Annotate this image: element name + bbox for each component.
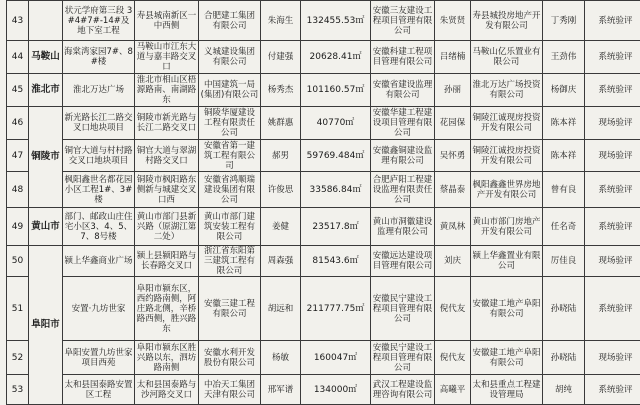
project-manager-cell: 付建强 bbox=[261, 41, 301, 74]
project-name-cell: 阜阳安置九坊世家项目西苑 bbox=[63, 341, 135, 375]
developer-contact-cell: 王劲伟 bbox=[543, 41, 585, 74]
city-cell: 淮北市 bbox=[29, 74, 63, 107]
developer-contact-cell: 孙晓陆 bbox=[543, 277, 585, 341]
developer-contact-cell: 陈本祥 bbox=[543, 140, 585, 172]
project-manager-cell: 周森强 bbox=[261, 246, 301, 277]
row-number: 48 bbox=[7, 172, 29, 208]
location-cell: 黄山市部门县新兴路（原湖江第二处） bbox=[135, 208, 199, 246]
project-name-cell: 铜官大道与村村路交叉口地块项目 bbox=[63, 140, 135, 172]
row-number: 49 bbox=[7, 208, 29, 246]
project-name-cell: 新光路长江二路交叉口地块项目 bbox=[63, 107, 135, 140]
city-cell: 黄山市 bbox=[29, 208, 63, 246]
table-row bbox=[7, 208, 640, 246]
area-cell: 211777.75㎡ bbox=[301, 277, 371, 341]
row-number: 52 bbox=[7, 341, 29, 375]
chief-supervisor-cell: 倪代友 bbox=[435, 341, 471, 375]
project-manager-cell: 胡远和 bbox=[261, 277, 301, 341]
area-cell: 132455.53㎡ bbox=[301, 1, 371, 41]
developer-cell: 颍上华鑫置业有限公司 bbox=[471, 246, 543, 277]
city-cell: 阜阳市 bbox=[29, 246, 63, 405]
chief-supervisor-cell: 高曦平 bbox=[435, 375, 471, 405]
supervisor-company-cell: 安徽远达建设项目管理有限公司 bbox=[371, 246, 435, 277]
project-name-cell: 部门、邮政山庄住宅小区3、4、5、7、8号楼 bbox=[63, 208, 135, 246]
project-manager-cell: 邢军谱 bbox=[261, 375, 301, 405]
supervisor-company-cell: 安徽科建工程项目管理有限公司 bbox=[371, 41, 435, 74]
chief-supervisor-cell: 刘庆 bbox=[435, 246, 471, 277]
developer-contact-cell: 陈本祥 bbox=[543, 107, 585, 140]
builder-cell: 安徽省鸿顺瑞建设集团有限公司 bbox=[199, 172, 261, 208]
location-cell: 铜陵市新光路与长江二路交叉口 bbox=[135, 107, 199, 140]
inspection-status-cell: 系统验评 bbox=[585, 41, 640, 74]
builder-cell: 义城建设集团有限公司 bbox=[199, 41, 261, 74]
developer-cell: 黄山市部门房地产开发有限公司 bbox=[471, 208, 543, 246]
project-manager-cell: 姜健 bbox=[261, 208, 301, 246]
row-number: 44 bbox=[7, 41, 29, 74]
project-name-cell: 状元学府第三段 3#4#7#-14#及地下室工程 bbox=[63, 1, 135, 41]
inspection-status-cell: 现场验评 bbox=[585, 107, 640, 140]
chief-supervisor-cell: 黄凤林 bbox=[435, 208, 471, 246]
row-number: 47 bbox=[7, 140, 29, 172]
chief-supervisor-cell: 朱贤贤 bbox=[435, 1, 471, 41]
inspection-status-cell: 系统验评 bbox=[585, 1, 640, 41]
project-manager-cell: 杨敏 bbox=[261, 341, 301, 375]
developer-cell: 淮北万达广场投资有限公司 bbox=[471, 74, 543, 107]
location-cell: 寿县城南新区一中西侧 bbox=[135, 1, 199, 41]
row-number: 53 bbox=[7, 375, 29, 405]
area-cell: 81543.6㎡ bbox=[301, 246, 371, 277]
row-number: 50 bbox=[7, 246, 29, 277]
developer-cell: 太和县重点工程建设管理局 bbox=[471, 375, 543, 405]
inspection-status-cell: 现场验评 bbox=[585, 341, 640, 375]
inspection-status-cell: 系统验评 bbox=[585, 208, 640, 246]
developer-contact-cell: 胡纯 bbox=[543, 375, 585, 405]
supervisor-company-cell: 安徽鑫铜建设监理有限公司 bbox=[371, 140, 435, 172]
table-row bbox=[7, 41, 640, 74]
project-name-cell: 安置·九坊世家 bbox=[63, 277, 135, 341]
developer-contact-cell: 杨御庆 bbox=[543, 74, 585, 107]
city-cell: 铜陵市 bbox=[29, 107, 63, 208]
location-cell: 太和县国泰路与沙河路交叉口 bbox=[135, 375, 199, 405]
builder-cell: 中国建筑一局(集团)有限公司 bbox=[199, 74, 261, 107]
builder-cell: 合肥建工集团有限公司 bbox=[199, 1, 261, 41]
city-cell: 马鞍山 bbox=[29, 41, 63, 74]
table-row bbox=[7, 140, 640, 172]
city-cell bbox=[29, 1, 63, 41]
builder-cell: 安徽水利开发股份有限公司 bbox=[199, 341, 261, 375]
builder-cell: 安徽省第一建筑工程有限公司 bbox=[199, 140, 261, 172]
table-row bbox=[7, 246, 640, 277]
developer-cell: 马鞍山亿乐置业有限公司 bbox=[471, 41, 543, 74]
area-cell: 160047㎡ bbox=[301, 341, 371, 375]
builder-cell: 安徽三建工程有限公司 bbox=[199, 277, 261, 341]
chief-supervisor-cell: 吴怀勇 bbox=[435, 140, 471, 172]
chief-supervisor-cell: 蔡晶泰 bbox=[435, 172, 471, 208]
location-cell: 铜官大道与翠湖村路交叉口 bbox=[135, 140, 199, 172]
table-row bbox=[7, 277, 640, 341]
supervisor-company-cell: 安徽省建设监理有限公司 bbox=[371, 74, 435, 107]
area-cell: 134000㎡ bbox=[301, 375, 371, 405]
area-cell: 23517.8㎡ bbox=[301, 208, 371, 246]
inspection-status-cell: 系统验评 bbox=[585, 74, 640, 107]
location-cell: 阜阳市颍东区胜兴路以东，泗坊路南侧 bbox=[135, 341, 199, 375]
location-cell: 淮北市相山区梧源路南、南湖路东 bbox=[135, 74, 199, 107]
inspection-status-cell: 系统验评 bbox=[585, 277, 640, 341]
location-cell: 马鞍山市江东大道与嘉丰路交叉口 bbox=[135, 41, 199, 74]
developer-cell: 安徽建工地产阜阳有限公司 bbox=[471, 341, 543, 375]
chief-supervisor-cell: 倪代友 bbox=[435, 277, 471, 341]
supervisor-company-cell: 合肥庐阳工程建设监理有限责任公司 bbox=[371, 172, 435, 208]
supervisor-company-cell: 安徽民宁建设工程项目管理有限公司 bbox=[371, 341, 435, 375]
developer-cell: 寿县城投房地产开发有限公司 bbox=[471, 1, 543, 41]
project-name-cell: 淮北万达广场 bbox=[63, 74, 135, 107]
inspection-status-cell: 系统验评 bbox=[585, 172, 640, 208]
supervisor-company-cell: 武汉工程建设监理咨询有限公司 bbox=[371, 375, 435, 405]
builder-cell: 浙江省东阳第三建筑工程有限公司 bbox=[199, 246, 261, 277]
builder-cell: 黄山市部门建筑安装工程有限公司 bbox=[199, 208, 261, 246]
area-cell: 101160.57㎡ bbox=[301, 74, 371, 107]
table-row bbox=[7, 74, 640, 107]
inspection-status-cell: 系统验评 bbox=[585, 375, 640, 405]
supervisor-company-cell: 安徽三友建设工程项目管理有限公司 bbox=[371, 1, 435, 41]
chief-supervisor-cell: 吕绪楠 bbox=[435, 41, 471, 74]
project-manager-cell: 朱海生 bbox=[261, 1, 301, 41]
project-manager-cell: 郝男 bbox=[261, 140, 301, 172]
location-cell: 阜阳市颍东区，西约路南侧，阿庄路北侧，辛桥路西侧，胜兴路东 bbox=[135, 277, 199, 341]
area-cell: 20628.41㎡ bbox=[301, 41, 371, 74]
developer-cell: 枫阳鑫鑫世界房地产开发有限公司 bbox=[471, 172, 543, 208]
project-name-cell: 颍上华鑫商业广场 bbox=[63, 246, 135, 277]
inspection-status-cell: 现场验评 bbox=[585, 140, 640, 172]
project-manager-cell: 许俊思 bbox=[261, 172, 301, 208]
row-number: 51 bbox=[7, 277, 29, 341]
project-name-cell: 枫阳鑫世名都花园小区工程1#、3#楼 bbox=[63, 172, 135, 208]
developer-contact-cell: 曾有良 bbox=[543, 172, 585, 208]
row-number: 45 bbox=[7, 74, 29, 107]
table-row bbox=[7, 107, 640, 140]
project-manager-cell: 杨秀杰 bbox=[261, 74, 301, 107]
builder-cell: 中冶天工集团天津有限公司 bbox=[199, 375, 261, 405]
developer-cell: 铜陵江诚现房投资开发有限公司 bbox=[471, 107, 543, 140]
location-cell: 铜陵市枫阳路东侧新与城建交叉口西 bbox=[135, 172, 199, 208]
location-cell: 颍上县颍阳路与长春路交叉口 bbox=[135, 246, 199, 277]
table-row bbox=[7, 341, 640, 375]
row-number: 43 bbox=[7, 1, 29, 41]
table-row bbox=[7, 375, 640, 405]
developer-contact-cell: 任名奇 bbox=[543, 208, 585, 246]
developer-contact-cell: 厉佳良 bbox=[543, 246, 585, 277]
developer-contact-cell: 丁秀刚 bbox=[543, 1, 585, 41]
project-name-cell: 海棠湾家园7#、8#楼 bbox=[63, 41, 135, 74]
supervisor-company-cell: 黄山市洞徽建设监理有限公司 bbox=[371, 208, 435, 246]
chief-supervisor-cell: 孙丽 bbox=[435, 74, 471, 107]
project-name-cell: 太和县国泰路安置区工程 bbox=[63, 375, 135, 405]
area-cell: 33586.84㎡ bbox=[301, 172, 371, 208]
area-cell: 40770㎡ bbox=[301, 107, 371, 140]
builder-cell: 铜陵华厦建设工程有限责任公司 bbox=[199, 107, 261, 140]
chief-supervisor-cell: 花园保 bbox=[435, 107, 471, 140]
project-inspection-table bbox=[6, 0, 640, 405]
developer-cell: 安徽建工地产阜阳有限公司 bbox=[471, 277, 543, 341]
table-row bbox=[7, 1, 640, 41]
supervisor-company-cell: 安徽民宁建设工程项目管理有限公司 bbox=[371, 277, 435, 341]
supervisor-company-cell: 安徽华建工程建设项目管理有限公司 bbox=[371, 107, 435, 140]
project-manager-cell: 姚群惠 bbox=[261, 107, 301, 140]
row-number: 46 bbox=[7, 107, 29, 140]
area-cell: 59769.484㎡ bbox=[301, 140, 371, 172]
inspection-status-cell: 现场验评 bbox=[585, 246, 640, 277]
developer-cell: 铜陵江诚投房投资开发有限公司 bbox=[471, 140, 543, 172]
developer-contact-cell: 孙晓陆 bbox=[543, 341, 585, 375]
table-row bbox=[7, 172, 640, 208]
